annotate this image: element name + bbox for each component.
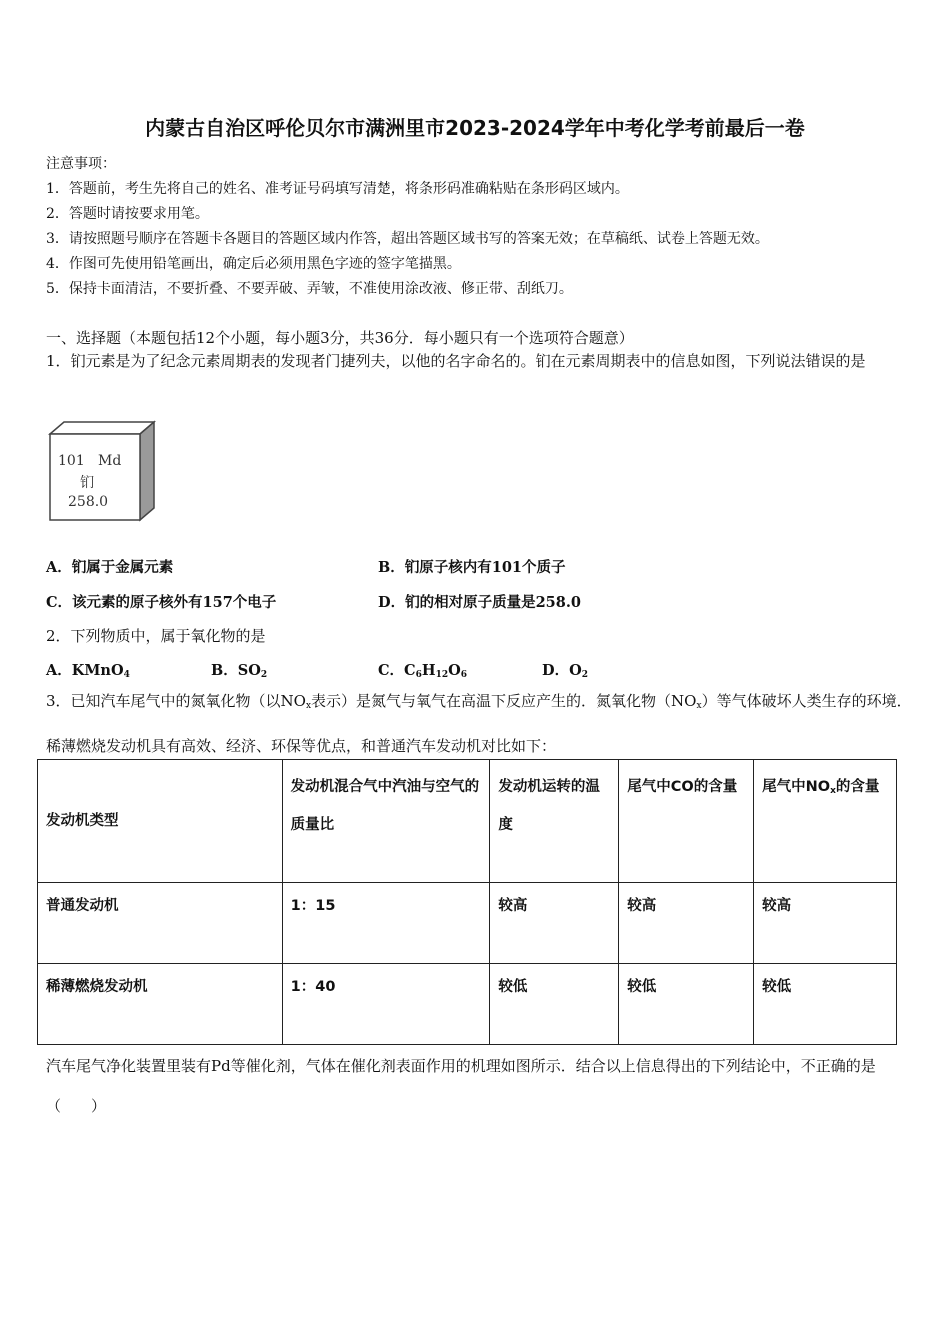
- element-symbol: Md: [98, 453, 122, 469]
- table-header-cell: 尾气中$NO_x$的含量: [754, 760, 897, 883]
- table-cell: 较低: [754, 964, 897, 1045]
- notice-heading: 注意事项：: [46, 156, 116, 172]
- element-number: 101: [58, 453, 85, 469]
- q3-stem: 3．已知汽车尾气中的氮氧化物（以$NO_x$表示）是氮气与氧气在高温下反应产生的．氮氧化物$(NO_x)$等气体破坏人类生存的环境．稀薄燃烧发动机具有高效、经济、环保等优点，和普通汽车发动机对比如下：: [46, 692, 912, 755]
- q2-option-a: A．KMnO$_4$: [46, 662, 130, 680]
- table-cell: 稀薄燃烧发动机: [38, 964, 283, 1045]
- notice-item: 3．请按照题号顺序在答题卡各题目的答题区域内作答，超出答题区域书写的答案无效；在草稿纸、试卷上答题无效。: [46, 231, 769, 247]
- element-mass: 258.0: [68, 494, 109, 510]
- table-header-cell: 发动机混合气中汽油与空气的质量比: [282, 760, 490, 883]
- table-cell: 较高: [754, 883, 897, 964]
- q1-option-c: C．该元素的原子核外有157个电子: [46, 594, 277, 611]
- table-header-row: [38, 760, 897, 883]
- q1-option-d: D．钔的相对原子质量是258.0: [378, 594, 581, 611]
- table-cell: 较低: [619, 964, 754, 1045]
- table-cell: 较低: [490, 964, 619, 1045]
- table-row: [38, 964, 897, 1045]
- table-header-cell: 尾气中CO的含量: [619, 760, 754, 883]
- page-title: 内蒙古自治区呼伦贝尔市满洲里市2023-2024学年中考化学考前最后一卷: [145, 116, 805, 140]
- q1-option-a: A．钔属于金属元素: [46, 559, 174, 576]
- table-cell: 较高: [619, 883, 754, 964]
- table-cell: 较高: [490, 883, 619, 964]
- q2-stem: 2．下列物质中，属于氧化物的是: [46, 627, 266, 645]
- table-header-cell: 发动机类型: [38, 760, 283, 883]
- element-cell-figure: [48, 420, 158, 525]
- table-row: [38, 883, 897, 964]
- table-cell: 1：40: [282, 964, 490, 1045]
- table-cell: 普通发动机: [38, 883, 283, 964]
- notice-item: 1．答题前，考生先将自己的姓名、准考证号码填写清楚，将条形码准确粘贴在条形码区域内。: [46, 181, 629, 197]
- notice-item: 2．答题时请按要求用笔。: [46, 206, 209, 222]
- q1-stem: 1．钔元素是为了纪念元素周期表的发现者门捷列夫，以他的名字命名的。钔在元素周期表中的信息如图，下列说法错误的是: [46, 352, 866, 370]
- q1-option-b: B．钔原子核内有101个质子: [378, 559, 566, 576]
- table-header-cell: 发动机运转的温度: [490, 760, 619, 883]
- section-heading: 一、选择题（本题包括12个小题，每小题3分，共36分．每小题只有一个选项符合题意）: [46, 329, 634, 347]
- element-name: 钔: [80, 475, 94, 491]
- engine-comparison-table: [37, 759, 897, 1045]
- q3-after-text: 汽车尾气净化装置里装有Pd等催化剂，气体在催化剂表面作用的机理如图所示．结合以上信息得出的下列结论中，不正确的是（ ）: [46, 1057, 876, 1115]
- q2-option-c: C．$C_6H_{12}O_6$: [378, 662, 467, 680]
- notice-item: 5．保持卡面清洁，不要折叠、不要弄破、弄皱，不准使用涂改液、修正带、刮纸刀。: [46, 281, 573, 297]
- notice-item: 4．作图可先使用铅笔画出，确定后必须用黑色字迹的签字笔描黑。: [46, 256, 461, 272]
- table-cell: 1：15: [282, 883, 490, 964]
- q2-option-b: B．$SO_2$: [211, 662, 268, 680]
- q2-option-d: D．$O_2$: [542, 662, 588, 680]
